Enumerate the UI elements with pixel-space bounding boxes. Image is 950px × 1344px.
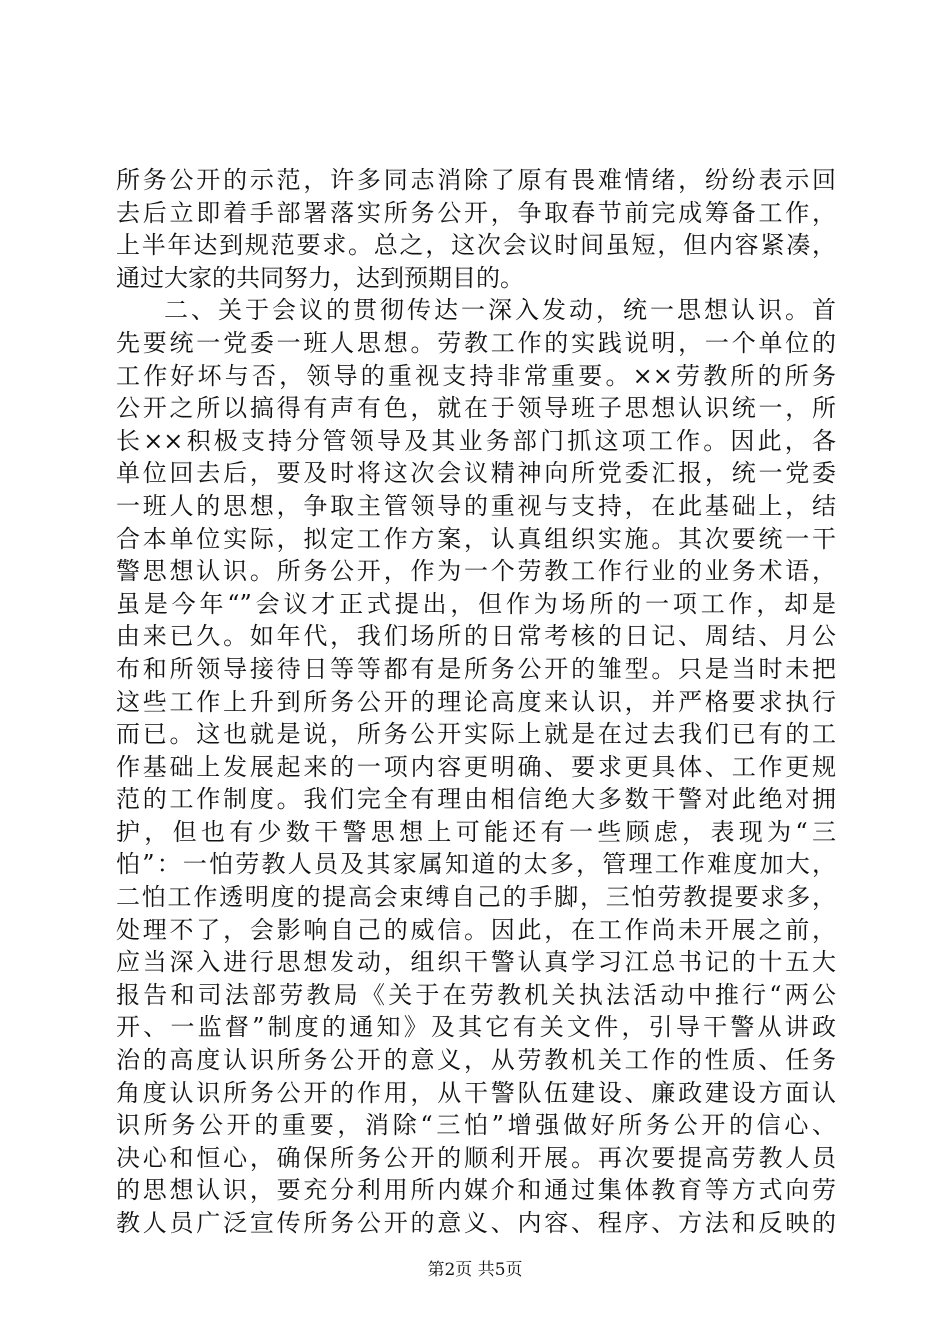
text-line: 识所务公开的重要，消除“三怕”增强做好所务公开的信心、 [116,1111,836,1140]
text-line: 报告和司法部劳教局《关于在劳教机关执法活动中推行“两公 [116,980,836,1009]
text-line: 单位回去后，要及时将这次会议精神向所党委汇报，统一党委 [116,459,836,488]
text-line: 虽是今年“”会议才正式提出，但作为场所的一项工作，却是 [116,589,836,618]
text-line: 角度认识所务公开的作用，从干警队伍建设、廉政建设方面认 [116,1078,836,1107]
text-line: 治的高度认识所务公开的意义，从劳教机关工作的性质、任务 [116,1046,836,1075]
text-line: 教人员广泛宣传所务公开的意义、内容、程序、方法和反映的 [116,1209,836,1237]
text-line: 处理不了，会影响自己的威信。因此，在工作尚未开展之前， [116,915,836,944]
text-line: 长××积极支持分管领导及其业务部门抓这项工作。因此，各 [116,426,836,455]
text-line: 公开之所以搞得有声有色，就在于领导班子思想认识统一，所 [116,394,836,423]
text-line: 二怕工作透明度的提高会束缚自己的手脚，三怕劳教提要求多， [116,883,836,912]
body-text [116,164,836,1240]
text-line: 警思想认识。所务公开，作为一个劳教工作行业的业务术语， [116,557,836,586]
text-line: 决心和恒心，确保所务公开的顺利开展。再次要提高劳教人员 [116,1143,836,1172]
text-line: 合本单位实际，拟定工作方案，认真组织实施。其次要统一干 [116,524,836,553]
text-line: 的思想认识，要充分利用所内媒介和通过集体教育等方式向劳 [116,1176,836,1205]
text-line: 护，但也有少数干警思想上可能还有一些顾虑，表现为“三 [116,817,836,846]
text-line: 去后立即着手部署落实所务公开，争取春节前完成筹备工作， [116,198,836,227]
text-line: 范的工作制度。我们完全有理由相信绝大多数干警对此绝对拥 [116,785,836,814]
text-line: 由来已久。如年代，我们场所的日常考核的日记、周结、月公 [116,622,836,651]
text-line: 所务公开的示范，许多同志消除了原有畏难情绪，纷纷表示回 [116,166,836,194]
text-line: 作基础上发展起来的一项内容更明确、要求更具体、工作更规 [116,752,836,781]
text-line: 而已。这也就是说，所务公开实际上就是在过去我们已有的工 [116,720,836,749]
text-line: 应当深入进行思想发动，组织干警认真学习江总书记的十五大 [116,948,836,977]
text-line: 这些工作上升到所务公开的理论高度来认识，并严格要求执行 [116,687,836,716]
text-line: 开、一监督”制度的通知》及其它有关文件，引导干警从讲政 [116,1013,836,1042]
text-line: 上半年达到规范要求。总之，这次会议时间虽短，但内容紧凑， [116,231,836,260]
text-line: 一班人的思想，争取主管领导的重视与支持，在此基础上，结 [116,491,836,520]
text-line-paragraph-start: 二、关于会议的贯彻传达一深入发动，统一思想认识。首 [164,296,836,325]
text-line: 工作好坏与否，领导的重视支持非常重要。××劳教所的所务 [116,361,836,390]
text-line: 通过大家的共同努力，达到预期目的。 [116,263,524,292]
text-line: 布和所领导接待日等等都有是所务公开的雏型。只是当时未把 [116,654,836,683]
page-number-footer: 第2页 共5页 [427,1260,523,1280]
text-line: 先要统一党委一班人思想。劳教工作的实践说明，一个单位的 [116,328,836,357]
text-line: 怕”：一怕劳教人员及其家属知道的太多，管理工作难度加大， [116,850,836,879]
